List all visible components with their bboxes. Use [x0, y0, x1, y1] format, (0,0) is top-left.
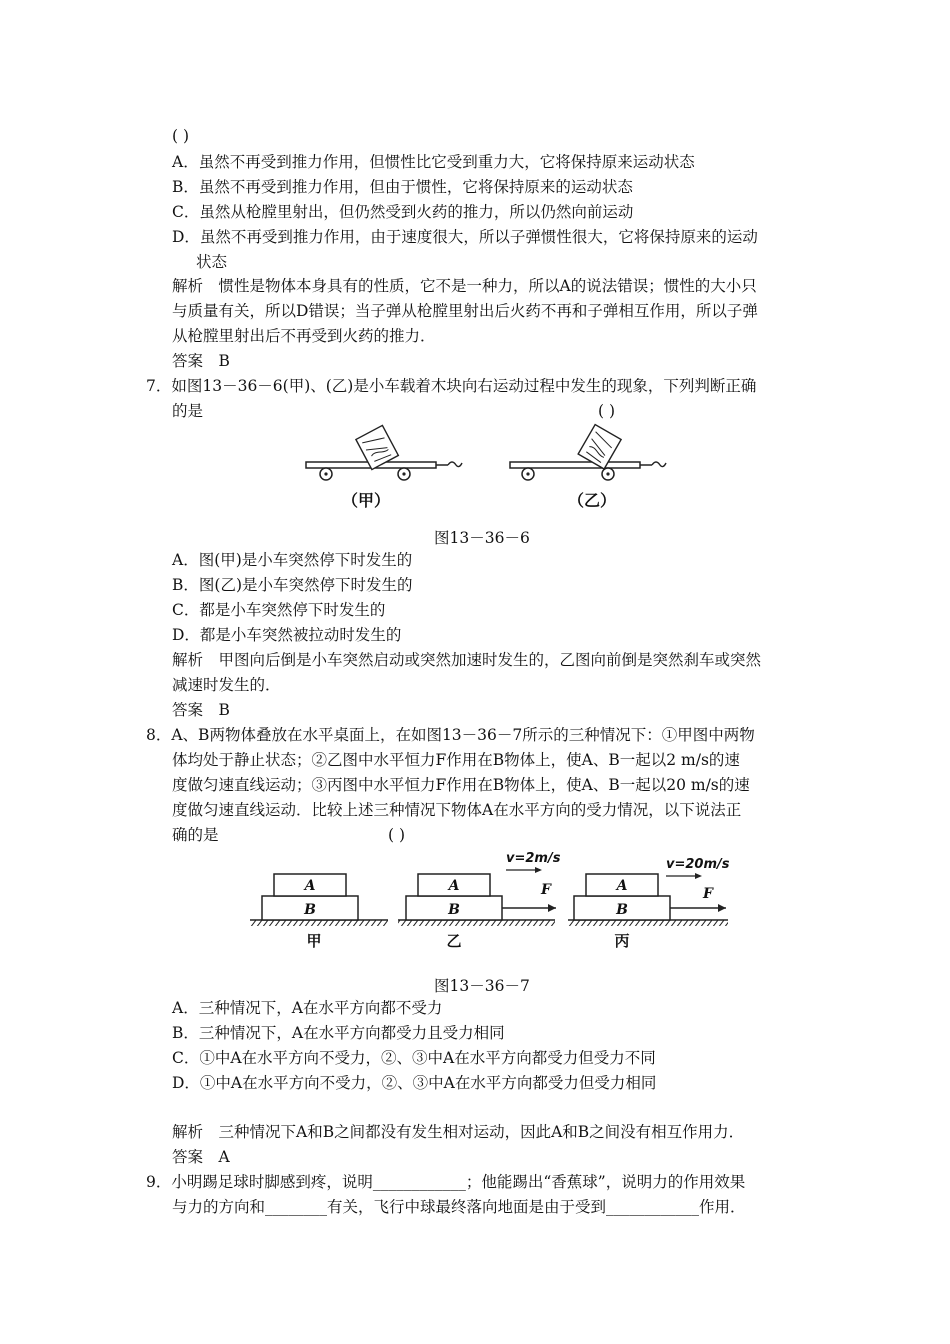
q6-bracket: ( ) — [172, 127, 190, 145]
q8-option-d: D．①中A在水平方向不受力，②、③中A在水平方向都受力但受力相同 — [172, 1074, 657, 1092]
q7-figure-caption: 图13－36－6 — [434, 529, 530, 547]
cart-yi — [510, 425, 666, 480]
q9-line-2: 与力的方向和________有关，飞行中球最终落向地面是由于受到____________作用． — [172, 1198, 746, 1216]
q6-analysis-3: 从枪膛里射出后不再受到火药的推力． — [172, 327, 436, 345]
q6-analysis-1: 解析 惯性是物体本身具有的性质，它不是一种力，所以A的说法错误；惯性的大小只 — [172, 277, 757, 295]
label-a-jia: A — [304, 878, 316, 894]
velocity-label-20: v=20m/s — [666, 857, 730, 872]
fig8-label-jia: 甲 — [306, 932, 322, 950]
q7-option-c: C．都是小车突然停下时发生的 — [172, 601, 386, 619]
q7-stem-1: 7．如图13－36－6(甲)、(乙)是小车载着木块向右运动过程中发生的现象，下列判断正确 — [146, 377, 757, 395]
q6-option-b: B．虽然不再受到推力作用，但由于惯性，它将保持原来的运动状态 — [172, 178, 633, 196]
force-label-yi: F — [541, 882, 551, 898]
q7-option-b: B．图(乙)是小车突然停下时发生的 — [172, 576, 413, 594]
q6-option-a: A．虽然不再受到推力作用，但惯性比它受到重力大，它将保持原来运动状态 — [172, 153, 695, 171]
label-b-bing: B — [616, 902, 628, 918]
label-a-bing: A — [616, 878, 628, 894]
q8-option-a: A．三种情况下，A在水平方向都不受力 — [172, 999, 443, 1017]
q7-stem-2: 的是 — [172, 402, 204, 420]
q8-answer: 答案 A — [172, 1148, 230, 1166]
q8-stem-4: 度做匀速直线运动．比较上述三种情况下物体A在水平方向的受力情况，以下说法正 — [172, 801, 742, 819]
q7-option-d: D．都是小车突然被拉动时发生的 — [172, 626, 402, 644]
q8-figure-caption: 图13－36－7 — [434, 977, 530, 995]
label-a-yi: A — [448, 878, 460, 894]
label-b-yi: B — [448, 902, 460, 918]
force-label-bing: F — [703, 886, 713, 902]
cart-figure — [296, 418, 686, 518]
fig-label-yi: （乙） — [567, 491, 617, 510]
q8-stem-3: 度做匀速直线运动；③丙图中水平恒力F作用在B物体上，使A、B一起以20 m/s的速 — [172, 776, 750, 794]
blocks-figure — [250, 848, 740, 958]
fig8-label-bing: 丙 — [614, 932, 630, 950]
q8-analysis: 解析 三种情况下A和B之间都没有发生相对运动，因此A和B之间没有相互作用力． — [172, 1123, 745, 1141]
q6-option-d-cont: 状态 — [196, 253, 228, 271]
velocity-label-2: v=2m/s — [506, 851, 561, 866]
q6-analysis-2: 与质量有关，所以D错误；当子弹从枪膛里射出后火药不再和子弹相互作用，所以子弹 — [172, 302, 758, 320]
q6-answer: 答案 B — [172, 352, 230, 370]
q9-line-1: 9．小明踢足球时脚感到疼，说明____________；他能踢出“香蕉球”，说明力的作用效果 — [146, 1173, 746, 1191]
q7-bracket: ( ) — [598, 402, 616, 420]
q8-stem-2: 体均处于静止状态；②乙图中水平恒力F作用在B物体上，使A、B一起以2 m/s的速 — [172, 751, 740, 769]
label-b-jia: B — [304, 902, 316, 918]
q8-stem-1: 8．A、B两物体叠放在水平桌面上，在如图13－36－7所示的三种情况下：①甲图中两物 — [146, 726, 755, 744]
fig-label-jia: （甲） — [341, 491, 391, 510]
fig8-label-yi: 乙 — [446, 932, 462, 950]
cart-jia — [306, 425, 462, 480]
q7-analysis-2: 减速时发生的． — [172, 676, 281, 694]
q8-option-c: C．①中A在水平方向不受力，②、③中A在水平方向都受力但受力不同 — [172, 1049, 656, 1067]
q7-analysis-1: 解析 甲图向后倒是小车突然启动或突然加速时发生的，乙图向前倒是突然刹车或突然 — [172, 651, 762, 669]
q7-option-a: A．图(甲)是小车突然停下时发生的 — [172, 551, 413, 569]
q8-stem-5: 确的是 — [172, 826, 219, 844]
q8-option-b: B．三种情况下，A在水平方向都受力且受力相同 — [172, 1024, 505, 1042]
q6-option-d: D．虽然不再受到推力作用，由于速度很大，所以子弹惯性很大，它将保持原来的运动 — [172, 228, 758, 246]
q7-answer: 答案 B — [172, 701, 230, 719]
q6-option-c: C．虽然从枪膛里射出，但仍然受到火药的推力，所以仍然向前运动 — [172, 203, 634, 221]
q8-bracket: ( ) — [388, 826, 406, 844]
